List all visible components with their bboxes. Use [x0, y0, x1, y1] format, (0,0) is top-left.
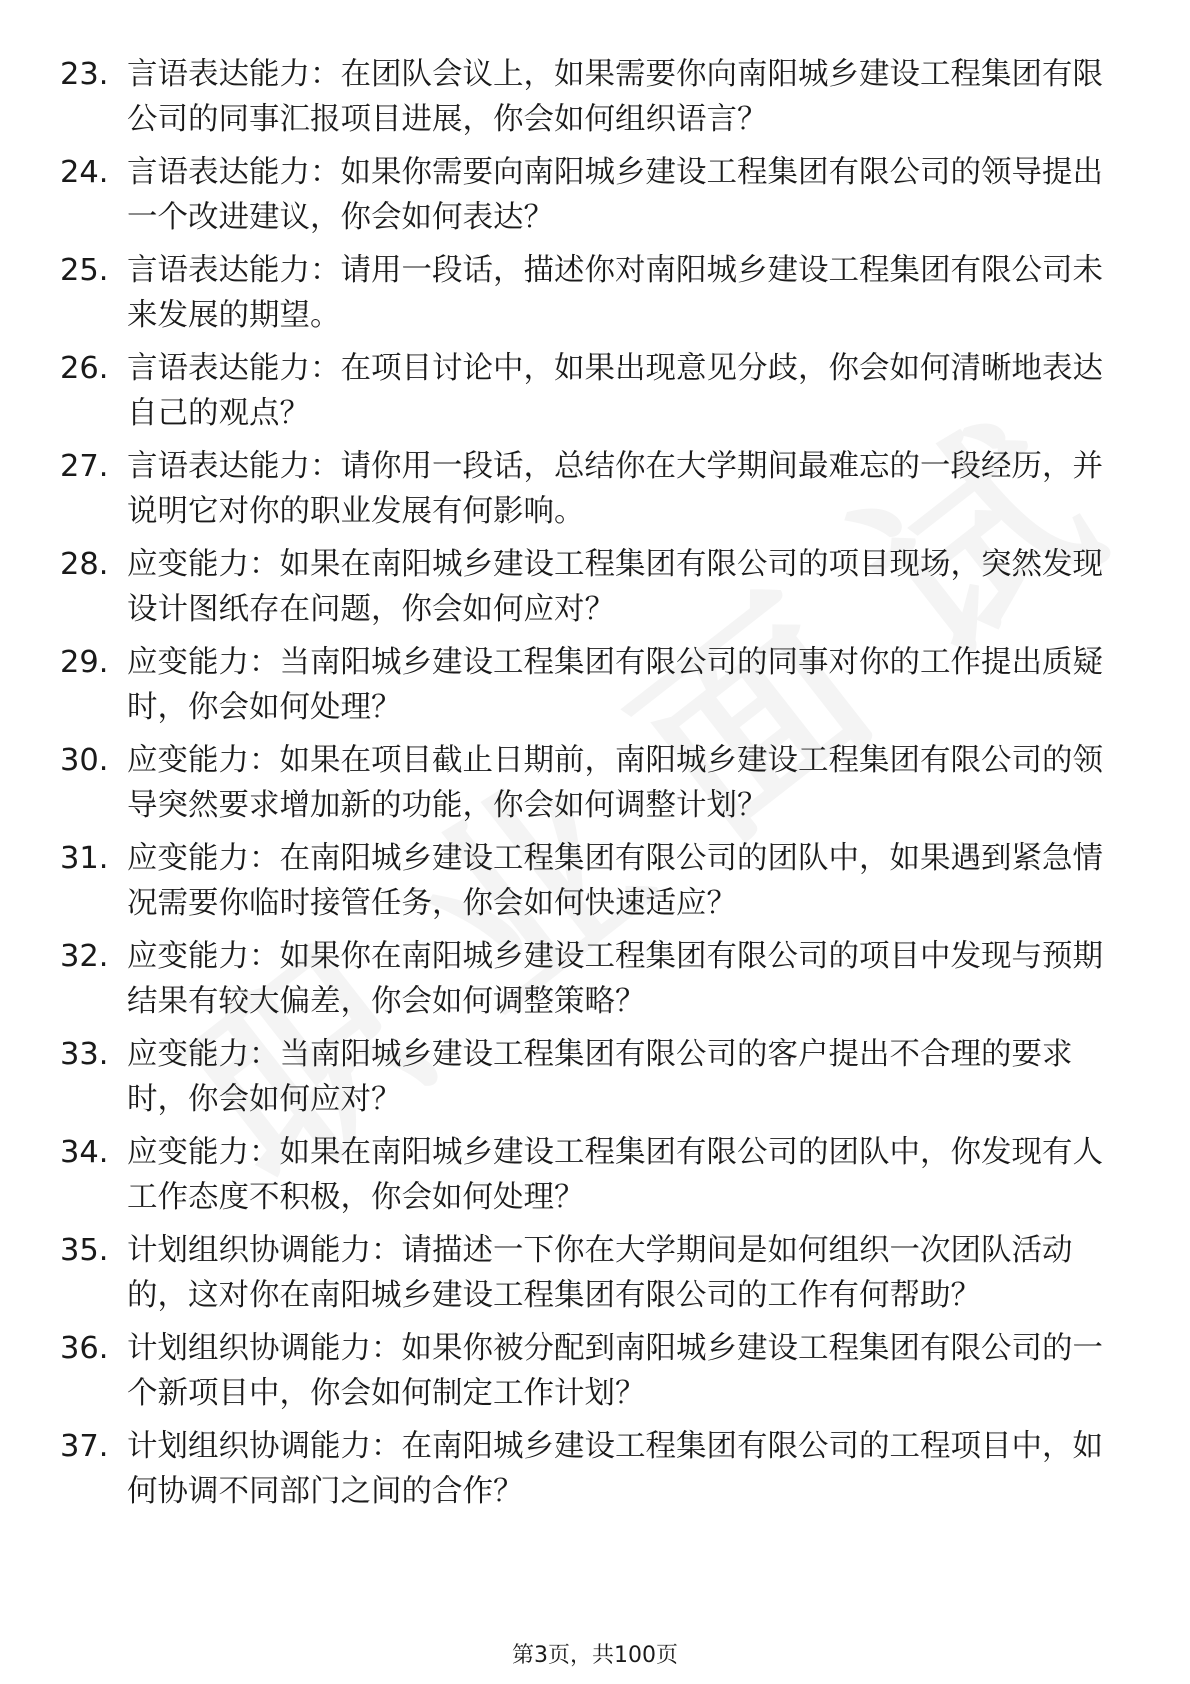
question-text: 言语表达能力：在团队会议上，如果需要你向南阳城乡建设工程集团有限公司的同事汇报项目进展，你会如何组织语言？: [127, 57, 1103, 137]
question-text: 应变能力：当南阳城乡建设工程集团有限公司的同事对你的工作提出质疑时，你会如何处理？: [127, 645, 1103, 725]
question-number: 31.: [60, 841, 109, 876]
question-item: [60, 1032, 1120, 1122]
question-text: 计划组织协调能力：在南阳城乡建设工程集团有限公司的工程项目中，如何协调不同部门之间的合作？: [127, 1429, 1103, 1509]
question-text: 应变能力：如果你在南阳城乡建设工程集团有限公司的项目中发现与预期结果有较大偏差，你会如何调整策略？: [127, 939, 1103, 1019]
question-list: [60, 52, 1120, 1522]
question-number: 34.: [60, 1135, 109, 1170]
question-number: 37.: [60, 1429, 109, 1464]
question-item: [60, 346, 1120, 436]
question-number: 30.: [60, 743, 109, 778]
question-item: [60, 934, 1120, 1024]
question-item: [60, 1130, 1120, 1220]
question-text: 言语表达能力：如果你需要向南阳城乡建设工程集团有限公司的领导提出一个改进建议，你会如何表达？: [127, 155, 1103, 235]
question-text: 应变能力：如果在南阳城乡建设工程集团有限公司的项目现场，突然发现设计图纸存在问题，你会如何应对？: [127, 547, 1103, 627]
question-text: 应变能力：当南阳城乡建设工程集团有限公司的客户提出不合理的要求时，你会如何应对？: [127, 1037, 1073, 1117]
question-text: 应变能力：在南阳城乡建设工程集团有限公司的团队中，如果遇到紧急情况需要你临时接管任务，你会如何快速适应？: [127, 841, 1103, 921]
question-text: 言语表达能力：在项目讨论中，如果出现意见分歧，你会如何清晰地表达自己的观点？: [127, 351, 1103, 431]
question-item: [60, 738, 1120, 828]
question-number: 24.: [60, 155, 109, 190]
question-number: 35.: [60, 1233, 109, 1268]
question-item: [60, 640, 1120, 730]
question-number: 36.: [60, 1331, 109, 1366]
question-number: 23.: [60, 57, 109, 92]
question-item: [60, 150, 1120, 240]
question-item: [60, 1326, 1120, 1416]
question-item: [60, 542, 1120, 632]
question-text: 应变能力：如果在南阳城乡建设工程集团有限公司的团队中，你发现有人工作态度不积极，你会如何处理？: [127, 1135, 1103, 1215]
question-text: 计划组织协调能力：如果你被分配到南阳城乡建设工程集团有限公司的一个新项目中，你会如何制定工作计划？: [127, 1331, 1103, 1411]
question-item: [60, 1228, 1120, 1318]
question-item: [60, 444, 1120, 534]
question-number: 33.: [60, 1037, 109, 1072]
question-number: 32.: [60, 939, 109, 974]
question-text: 言语表达能力：请用一段话，描述你对南阳城乡建设工程集团有限公司未来发展的期望。: [127, 253, 1103, 333]
question-number: 29.: [60, 645, 109, 680]
question-item: [60, 836, 1120, 926]
question-item: [60, 52, 1120, 142]
question-text: 言语表达能力：请你用一段话，总结你在大学期间最难忘的一段经历，并说明它对你的职业发展有何影响。: [127, 449, 1103, 529]
question-text: 应变能力：如果在项目截止日期前，南阳城乡建设工程集团有限公司的领导突然要求增加新的功能，你会如何调整计划？: [127, 743, 1103, 823]
question-item: [60, 248, 1120, 338]
question-number: 28.: [60, 547, 109, 582]
question-number: 27.: [60, 449, 109, 484]
page-footer: 第3页，共100页: [512, 1643, 678, 1668]
question-number: 26.: [60, 351, 109, 386]
question-number: 25.: [60, 253, 109, 288]
question-text: 计划组织协调能力：请描述一下你在大学期间是如何组织一次团队活动的，这对你在南阳城乡建设工程集团有限公司的工作有何帮助？: [127, 1233, 1073, 1313]
question-item: [60, 1424, 1120, 1514]
